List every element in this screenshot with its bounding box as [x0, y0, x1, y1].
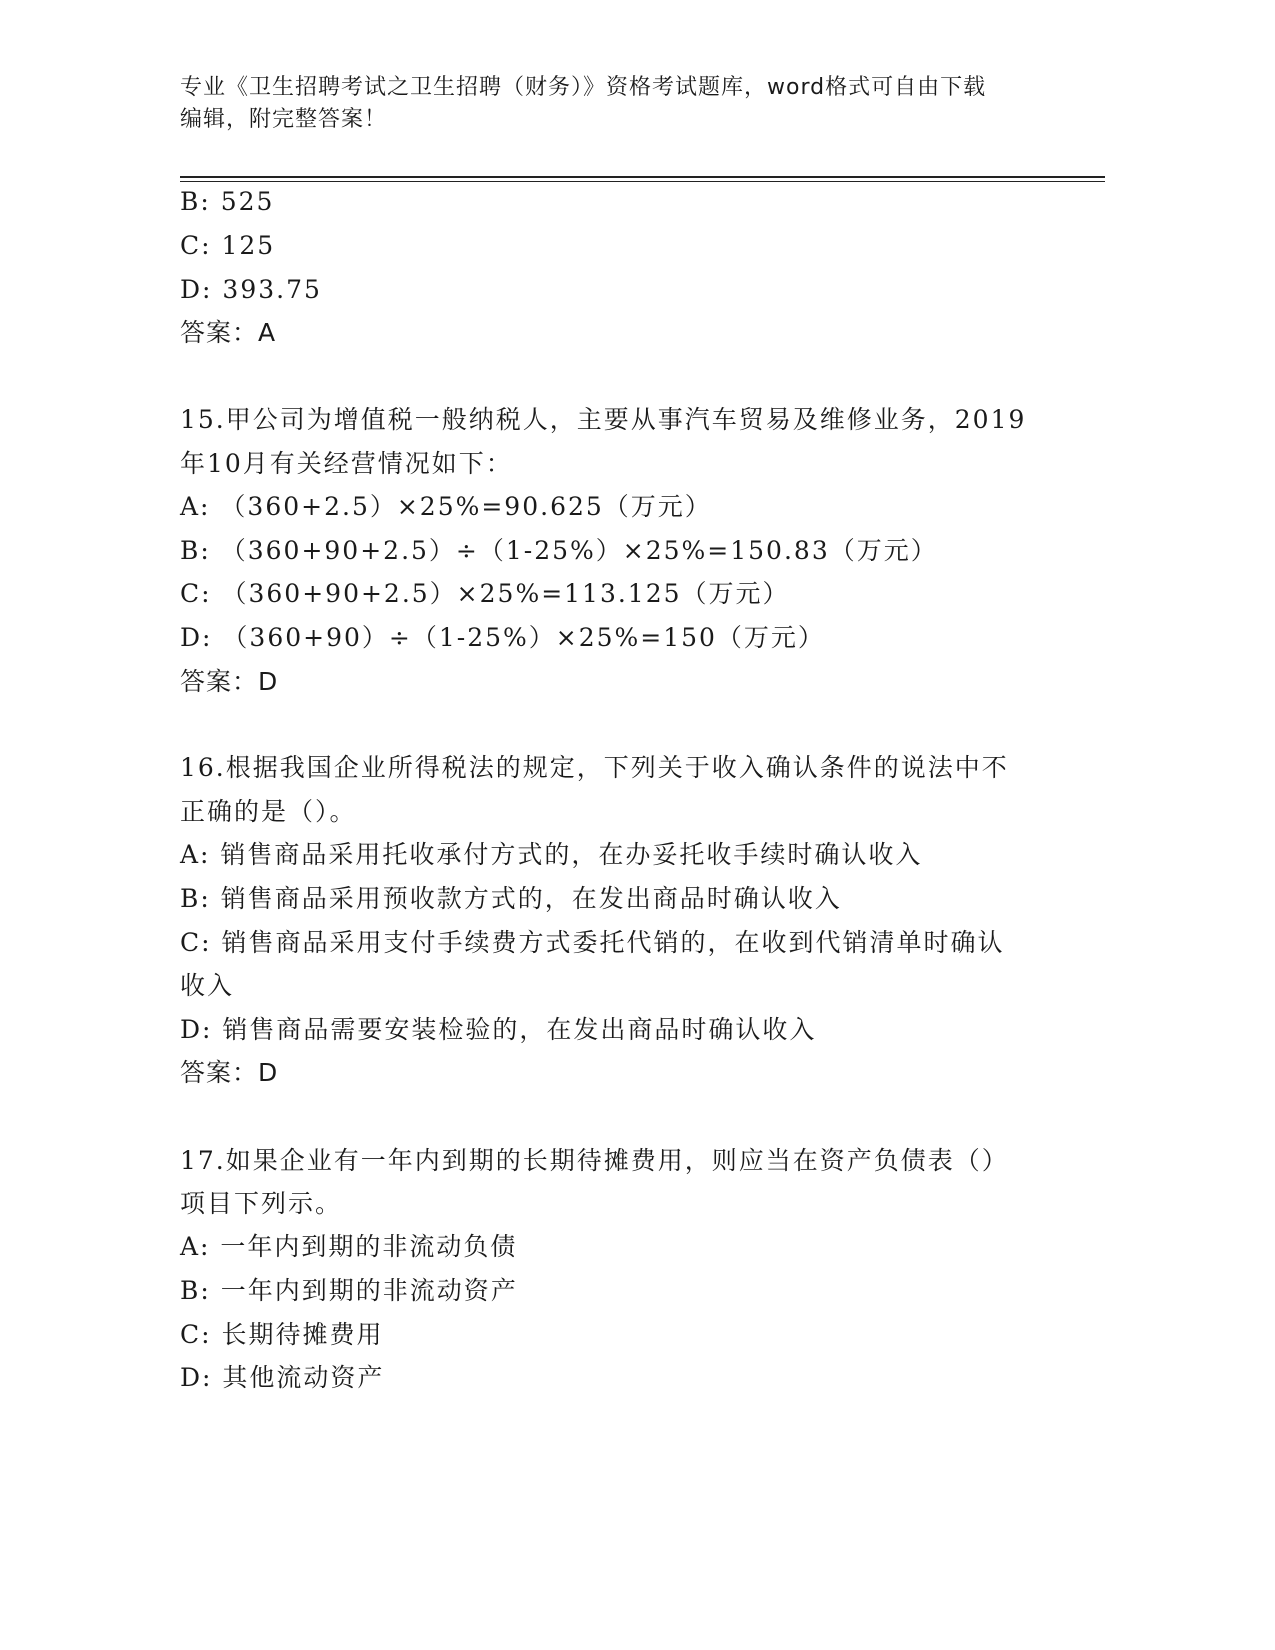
prev-option-c: C: 125 [180, 231, 276, 260]
header-line-1: 专业《卫生招聘考试之卫生招聘（财务）》资格考试题库，word格式可自由下载 [180, 75, 987, 100]
header-line-2: 编辑，附完整答案！ [180, 107, 388, 132]
header-divider-thin [180, 181, 1105, 182]
q17-stem-line-1: 17.如果企业有一年内到期的长期待摊费用，则应当在资产负债表（） [180, 1146, 1009, 1175]
q15-option-a: A: （360+2.5）×25%=90.625（万元） [180, 492, 712, 521]
q16-stem-line-1: 16.根据我国企业所得税法的规定，下列关于收入确认条件的说法中不 [180, 753, 1009, 782]
document-header [180, 72, 1060, 136]
q16-option-b: B: 销售商品采用预收款方式的，在发出商品时确认收入 [180, 884, 842, 913]
prev-option-d: D: 393.75 [180, 275, 322, 304]
q16-option-d: D: 销售商品需要安装检验的，在发出商品时确认收入 [180, 1015, 817, 1044]
q16-stem-line-2: 正确的是（）。 [180, 797, 357, 826]
q15-stem-line-2: 年10月有关经营情况如下： [180, 449, 513, 478]
q17-option-c: C: 长期待摊费用 [180, 1320, 384, 1349]
q16-option-c-line-2: 收入 [180, 971, 235, 1000]
q15-option-d: D: （360+90）÷（1-25%）×25%=150（万元） [180, 623, 825, 652]
q17-option-b: B: 一年内到期的非流动资产 [180, 1276, 518, 1305]
q15-option-b: B: （360+90+2.5）÷（1-25%）×25%=150.83（万元） [180, 536, 938, 565]
q16-option-a: A: 销售商品采用托收承付方式的，在办妥托收手续时确认收入 [180, 840, 923, 869]
q16-option-c-line-1: C: 销售商品采用支付手续费方式委托代销的，在收到代销清单时确认 [180, 928, 1005, 957]
q15-stem-line-1: 15.甲公司为增值税一般纳税人，主要从事汽车贸易及维修业务，2019 [180, 405, 1027, 434]
q17-stem-line-2: 项目下列示。 [180, 1189, 343, 1218]
q17-option-a: A: 一年内到期的非流动负债 [180, 1232, 518, 1261]
q15-answer: 答案：D [180, 667, 279, 696]
prev-answer: 答案：A [180, 318, 277, 347]
header-divider-thick [180, 176, 1105, 178]
q17-option-d: D: 其他流动资产 [180, 1363, 385, 1392]
prev-option-b: B: 525 [180, 187, 275, 216]
q15-option-c: C: （360+90+2.5）×25%=113.125（万元） [180, 579, 790, 608]
q16-answer: 答案：D [180, 1058, 279, 1087]
